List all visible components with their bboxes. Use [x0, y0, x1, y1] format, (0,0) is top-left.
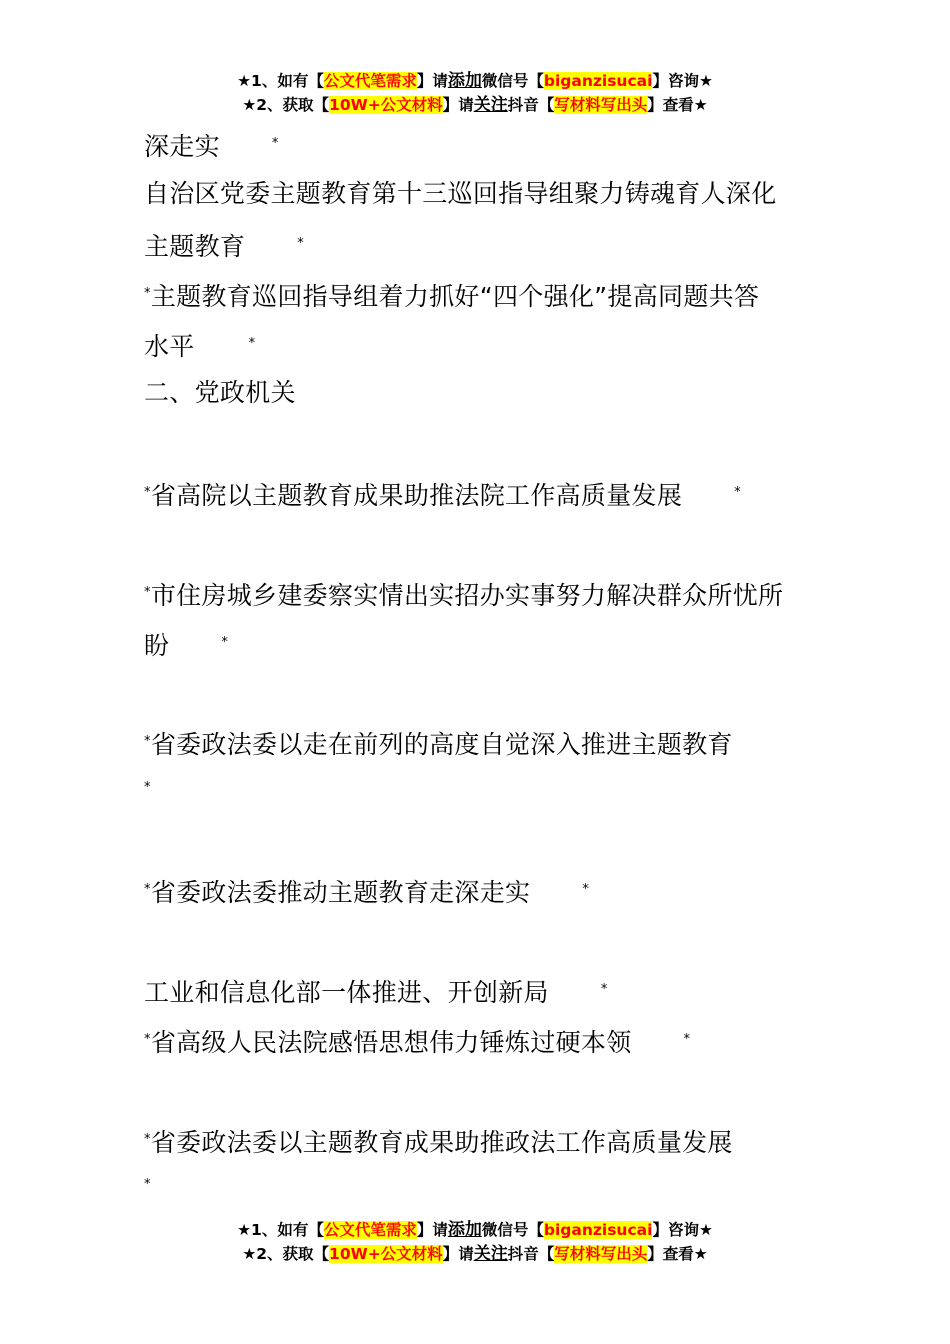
banner-text: 抖音【 [507, 96, 555, 114]
content-line: *主题教育巡回指导组着力抓好“四个强化”提高同题共答 [144, 282, 760, 311]
banner-text: ★2、获取【 [242, 1245, 330, 1263]
bullet-marker: * [144, 1177, 151, 1192]
banner-highlight: 公文代笔需求 [323, 1221, 417, 1239]
banner-wechat-id: biganzisucai [543, 1221, 653, 1239]
content-line: *省高级人民法院感悟思想伟力锤炼过硬本领 * [144, 1028, 691, 1057]
banner-text: 】咨询★ [652, 1221, 713, 1239]
banner-text: 】请 [442, 1245, 474, 1263]
banner-text: ★1、如有【 [237, 1221, 324, 1239]
banner-text: 微信号【 [481, 1221, 544, 1239]
bullet-marker: * [144, 1132, 151, 1147]
bullet-marker: * [144, 286, 151, 301]
content-line: *省委政法委以主题教育成果助推政法工作高质量发展 [144, 1128, 733, 1157]
banner-wechat-id: biganzisucai [543, 72, 653, 90]
banner-douyin-id: 写材料写出头 [554, 1245, 648, 1263]
banner-underlined: 添加 [447, 71, 482, 91]
bullet-marker: * [144, 780, 151, 795]
banner-text: 】查看★ [647, 96, 708, 114]
content-line: 水平 * [144, 332, 256, 361]
bullet-marker: * [582, 882, 590, 897]
banner-text: ★2、获取【 [242, 96, 330, 114]
banner-line-1 [0, 69, 950, 93]
banner-underlined: 关注 [473, 1244, 508, 1264]
bullet-marker: * [600, 982, 608, 997]
content-line: 深走实 * [144, 132, 279, 161]
banner-text: 抖音【 [507, 1245, 555, 1263]
banner-douyin-id: 写材料写出头 [554, 96, 648, 114]
header-banner [0, 69, 950, 117]
banner-text: 】请 [442, 96, 474, 114]
content-line: 工业和信息化部一体推进、开创新局 * [144, 978, 608, 1007]
banner-highlight: 10W+公文材料 [329, 1245, 443, 1263]
content-line [144, 1160, 814, 1213]
bullet-marker: * [144, 1032, 151, 1047]
content-line: *省高院以主题教育成果助推法院工作高质量发展 * [144, 481, 741, 510]
bullet-marker: * [271, 136, 279, 151]
banner-text: 】请 [416, 1221, 448, 1239]
banner-text: 微信号【 [481, 72, 544, 90]
bullet-marker: * [248, 336, 256, 351]
bullet-marker: * [144, 882, 151, 897]
content-line: *省委政法委推动主题教育走深走实 * [144, 878, 590, 907]
section-heading: 二、党政机关 [144, 378, 296, 407]
banner-line-2 [0, 93, 950, 117]
content-line: 盼 * [144, 631, 229, 660]
banner-text: ★1、如有【 [237, 72, 324, 90]
bullet-marker: * [683, 1032, 691, 1047]
bullet-marker: * [734, 485, 741, 500]
banner-line-2 [0, 1242, 950, 1266]
bullet-marker: * [221, 635, 229, 650]
content-line: *市住房城乡建委察实情出实招办实事努力解决群众所忧所 [144, 581, 784, 610]
banner-underlined: 关注 [473, 95, 508, 115]
banner-underlined: 添加 [447, 1220, 482, 1240]
content-line: *省委政法委以走在前列的高度自觉深入推进主题教育 [144, 730, 733, 759]
banner-line-1 [0, 1218, 950, 1242]
footer-banner [0, 1218, 950, 1266]
bullet-marker: * [297, 236, 305, 251]
banner-text: 】请 [416, 72, 448, 90]
bullet-marker: * [144, 734, 151, 749]
banner-text: 】咨询★ [652, 72, 713, 90]
bullet-marker: * [144, 485, 151, 500]
content-line [144, 763, 814, 816]
bullet-marker: * [144, 585, 151, 600]
banner-highlight: 公文代笔需求 [323, 72, 417, 90]
content-line: 自治区党委主题教育第十三巡回指导组聚力铸魂育人深化 [144, 179, 777, 208]
banner-text: 】查看★ [647, 1245, 708, 1263]
banner-highlight: 10W+公文材料 [329, 96, 443, 114]
content-line: 主题教育 * [144, 232, 305, 261]
